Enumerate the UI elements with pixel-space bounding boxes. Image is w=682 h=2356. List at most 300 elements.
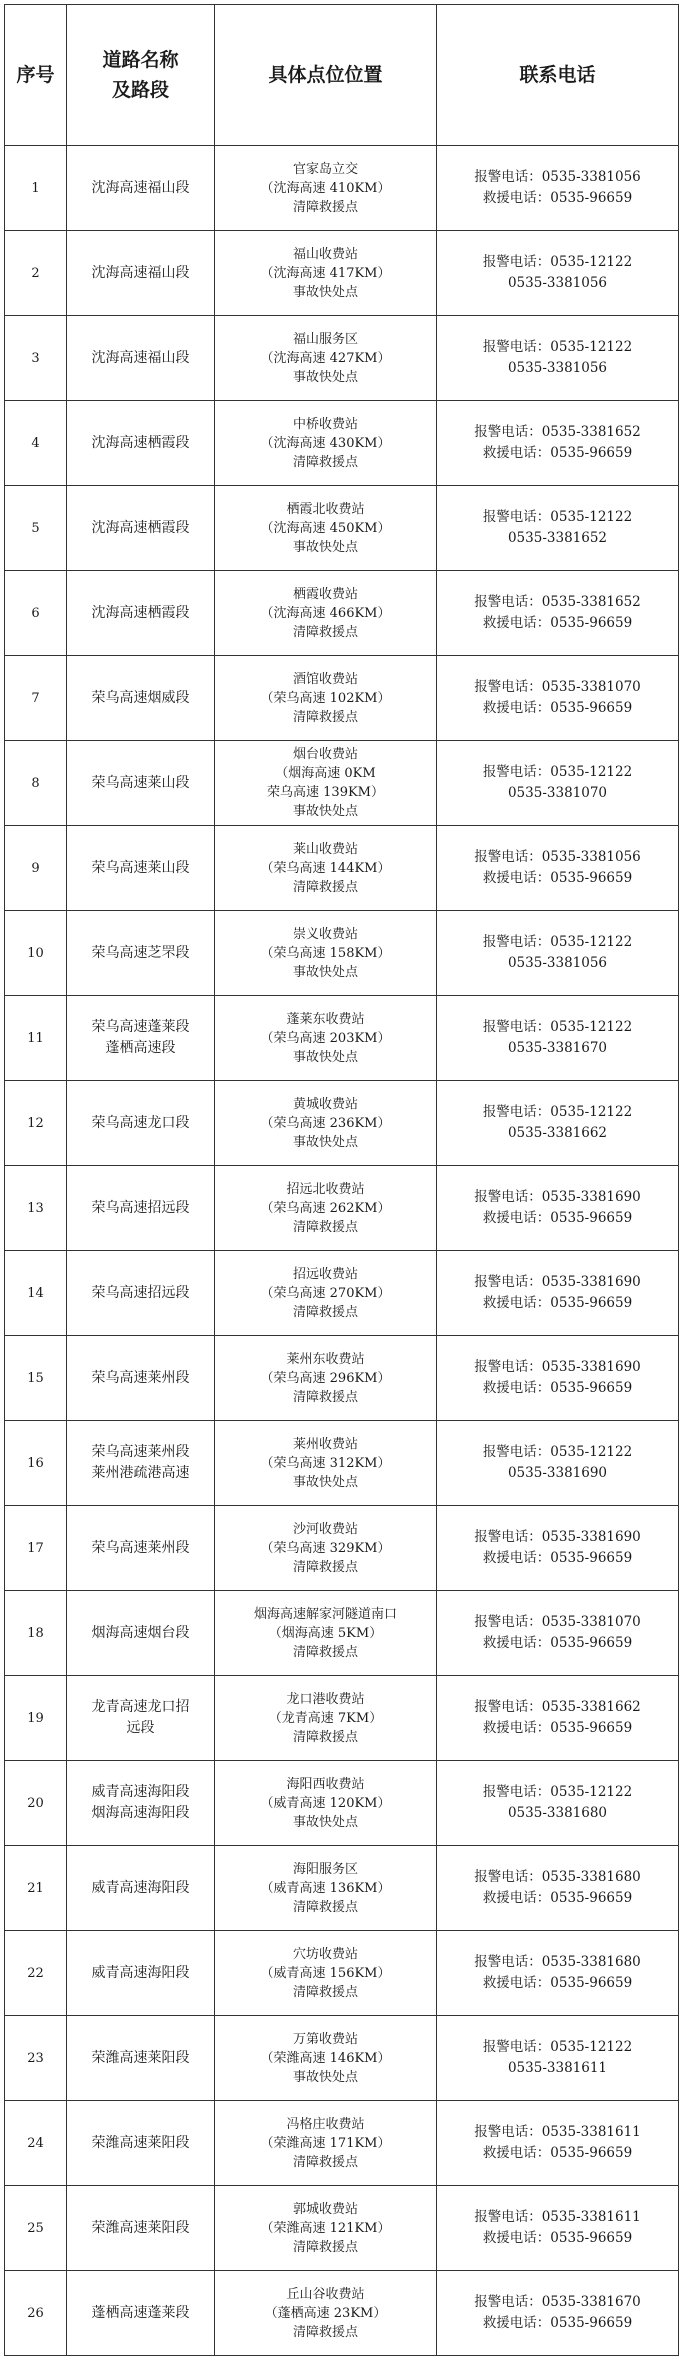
location-line: 穴坊收费站 [292,1946,358,1962]
row-number: 19 [5,1676,67,1761]
row-number: 10 [5,911,67,996]
phone-line: 报警电话：0535-3381611 [474,2209,641,2225]
table-row [5,401,679,486]
location-line: 清障救援点 [292,1729,358,1745]
phone-line: 救援电话：0535-96659 [482,2145,633,2161]
phone-line: 救援电话：0535-96659 [482,445,633,461]
location-line: 龙口港收费站 [286,1691,365,1707]
table-row [5,1251,679,1336]
table-row [5,826,679,911]
location-line: 事故快处点 [292,1049,358,1065]
location-line: 清障救援点 [292,2154,358,2170]
phone-cell [437,741,679,826]
location-line: 事故快处点 [292,2069,358,2085]
location-line: 海阳西收费站 [286,1776,365,1792]
road-name-line: 荣乌高速莱山段 [91,859,190,876]
location-line: 清障救援点 [292,1389,358,1405]
phone-line: 报警电话：0535-12122 [482,1104,633,1120]
road-name-cell [67,571,215,656]
location-line: （烟海高速 0KM [275,766,376,781]
phone-cell [437,826,679,911]
header-no: 序号 [5,5,67,146]
location-line: 郭城收费站 [292,2201,358,2217]
phone-cell [437,316,679,401]
road-name-line: 荣乌高速莱山段 [91,774,190,791]
row-number: 5 [5,486,67,571]
location-cell [215,2016,437,2101]
phone-line: 报警电话：0535-3381680 [474,1869,641,1885]
road-name-cell [67,2016,215,2101]
road-name-line: 沈海高速栖霞段 [91,519,190,536]
table-row [5,741,679,826]
road-name-cell [67,1676,215,1761]
row-number: 15 [5,1336,67,1421]
road-name-cell [67,146,215,231]
road-name-line: 荣乌高速招远段 [91,1284,190,1301]
location-line: （荣乌高速 203KM） [260,1030,391,1046]
header-phone: 联系电话 [437,5,679,146]
road-name-line: 沈海高速栖霞段 [91,434,190,451]
table-row [5,911,679,996]
road-name-line: 蓬栖高速蓬莱段 [91,2304,190,2321]
road-name-cell [67,741,215,826]
phone-cell [437,1676,679,1761]
location-line: 酒馆收费站 [292,671,358,687]
location-line: 冯格庄收费站 [286,2116,365,2132]
phone-cell [437,2271,679,2356]
phone-cell [437,1506,679,1591]
phone-cell [437,1931,679,2016]
location-line: （沈海高速 430KM） [260,435,391,451]
row-number: 21 [5,1846,67,1931]
location-cell [215,486,437,571]
location-line: 丘山谷收费站 [286,2286,365,2302]
phone-line: 救援电话：0535-96659 [482,2230,633,2246]
location-line: 清障救援点 [292,2239,358,2255]
road-name-line: 荣乌高速莱州段 [91,1444,190,1460]
location-line: 清障救援点 [292,199,358,215]
location-line: 事故快处点 [292,964,358,980]
phone-line: 报警电话：0535-3381690 [474,1529,641,1545]
road-name-line: 沈海高速福山段 [91,264,190,281]
road-name-cell [67,2186,215,2271]
header-road-line1: 道路名称 [102,49,179,71]
phone-line: 0535-3381680 [507,1805,608,1821]
table-row [5,231,679,316]
location-cell [215,1931,437,2016]
location-line: （荣乌高速 236KM） [260,1115,391,1131]
location-cell [215,1676,437,1761]
phone-cell [437,1591,679,1676]
phone-line: 0535-3381056 [507,360,608,376]
location-line: 黄城收费站 [292,1096,358,1112]
location-line: 清障救援点 [292,1219,358,1235]
phone-line: 0535-3381652 [507,530,608,546]
row-number: 14 [5,1251,67,1336]
location-line: 事故快处点 [292,539,358,555]
phone-line: 救援电话：0535-96659 [482,2315,633,2331]
road-name-cell [67,1421,215,1506]
road-name-line: 蓬栖高速段 [105,1040,176,1056]
phone-cell [437,231,679,316]
phone-line: 0535-3381056 [507,955,608,971]
location-line: 海阳服务区 [292,1861,358,1877]
location-line: 清障救援点 [292,1899,358,1915]
location-line: 蓬莱东收费站 [286,1011,365,1027]
road-name-line: 荣乌高速招远段 [91,1199,190,1216]
location-line: （沈海高速 450KM） [260,520,391,536]
table-row [5,1506,679,1591]
road-name-line: 荣乌高速蓬莱段 [91,1019,190,1035]
phone-line: 0535-3381690 [507,1465,608,1481]
location-cell [215,1506,437,1591]
phone-line: 报警电话：0535-3381690 [474,1189,641,1205]
location-line: 福山服务区 [292,331,358,347]
phone-line: 报警电话：0535-12122 [482,2039,633,2055]
location-line: 清障救援点 [292,2324,358,2340]
location-line: （荣乌高速 329KM） [260,1540,391,1556]
table-row [5,1336,679,1421]
location-line: （烟海高速 5KM） [268,1625,383,1641]
road-name-cell [67,231,215,316]
road-name-cell [67,1761,215,1846]
road-name-cell [67,316,215,401]
location-cell [215,231,437,316]
table-row [5,1676,679,1761]
table-row [5,2016,679,2101]
road-name-cell [67,911,215,996]
phone-line: 报警电话：0535-12122 [482,934,633,950]
road-name-cell [67,1591,215,1676]
location-cell [215,316,437,401]
location-cell [215,571,437,656]
row-number: 7 [5,656,67,741]
row-number: 17 [5,1506,67,1591]
road-name-line: 荣乌高速龙口段 [91,1114,190,1131]
phone-line: 报警电话：0535-3381056 [474,849,641,865]
location-line: 沙河收费站 [292,1521,358,1537]
location-line: 招远北收费站 [286,1181,365,1197]
row-number: 8 [5,741,67,826]
road-name-line: 荣潍高速莱阳段 [91,2049,190,2066]
road-name-cell [67,1081,215,1166]
phone-cell [437,656,679,741]
location-line: 官家岛立交 [292,161,358,177]
phone-cell [437,2101,679,2186]
location-cell [215,911,437,996]
phone-line: 救援电话：0535-96659 [482,1550,633,1566]
location-line: （荣乌高速 158KM） [260,945,391,961]
phone-line: 报警电话：0535-3381070 [474,1614,641,1630]
location-cell [215,1591,437,1676]
location-cell [215,1761,437,1846]
phone-line: 报警电话：0535-3381611 [474,2124,641,2140]
location-line: 事故快处点 [292,804,358,819]
rescue-points-table [4,4,679,2356]
phone-line: 报警电话：0535-12122 [482,764,633,780]
header-road [67,5,215,146]
location-cell [215,996,437,1081]
row-number: 24 [5,2101,67,2186]
phone-line: 报警电话：0535-3381690 [474,1359,641,1375]
phone-line: 救援电话：0535-96659 [482,1295,633,1311]
phone-line: 报警电话：0535-12122 [482,1784,633,1800]
location-line: 荣乌高速 139KM） [267,785,384,800]
row-number: 12 [5,1081,67,1166]
phone-line: 救援电话：0535-96659 [482,615,633,631]
phone-line: 报警电话：0535-12122 [482,254,633,270]
row-number: 22 [5,1931,67,2016]
location-cell [215,1421,437,1506]
road-name-line: 威青高速海阳段 [91,1879,190,1896]
location-line: （威青高速 120KM） [260,1795,391,1811]
row-number: 11 [5,996,67,1081]
road-name-line: 沈海高速栖霞段 [91,604,190,621]
location-cell [215,2271,437,2356]
table-row [5,146,679,231]
row-number: 16 [5,1421,67,1506]
location-line: 栖霞收费站 [292,586,358,602]
phone-line: 报警电话：0535-12122 [482,509,633,525]
phone-cell [437,146,679,231]
location-cell [215,1081,437,1166]
phone-line: 救援电话：0535-96659 [482,700,633,716]
phone-line: 报警电话：0535-12122 [482,339,633,355]
location-line: （龙青高速 7KM） [268,1710,383,1726]
location-line: （荣乌高速 102KM） [260,690,391,706]
table-row [5,1846,679,1931]
phone-line: 报警电话：0535-3381056 [474,169,641,185]
phone-cell [437,911,679,996]
road-name-line: 荣乌高速芝罘段 [91,944,190,961]
phone-cell [437,1336,679,1421]
table-row [5,1931,679,2016]
road-name-line: 荣乌高速莱州段 [91,1539,190,1556]
location-line: （沈海高速 427KM） [260,350,391,366]
table-row [5,2271,679,2356]
road-name-line: 威青高速海阳段 [91,1964,190,1981]
phone-line: 报警电话：0535-3381690 [474,1274,641,1290]
location-cell [215,1336,437,1421]
location-line: （荣乌高速 270KM） [260,1285,391,1301]
road-name-cell [67,1251,215,1336]
road-name-line: 荣潍高速莱阳段 [91,2219,190,2236]
row-number: 6 [5,571,67,656]
row-number: 23 [5,2016,67,2101]
location-line: 栖霞北收费站 [286,501,365,517]
phone-line: 报警电话：0535-3381670 [474,2294,641,2310]
road-name-cell [67,2271,215,2356]
road-name-line: 烟海高速海阳段 [91,1805,190,1821]
phone-line: 救援电话：0535-96659 [482,1975,633,1991]
road-name-cell [67,1846,215,1931]
table-header-row [5,5,679,146]
row-number: 4 [5,401,67,486]
phone-cell [437,401,679,486]
header-road-line2: 及路段 [111,79,169,101]
road-name-line: 荣乌高速烟威段 [91,689,190,706]
row-number: 3 [5,316,67,401]
location-line: 烟海高速解家河隧道南口 [253,1606,397,1622]
phone-cell [437,2186,679,2271]
table-body [5,146,679,2356]
phone-line: 报警电话：0535-3381680 [474,1954,641,1970]
location-line: （沈海高速 410KM） [260,180,391,196]
location-line: （威青高速 156KM） [260,1965,391,1981]
location-line: （荣潍高速 171KM） [260,2135,391,2151]
road-name-cell [67,826,215,911]
location-line: 中桥收费站 [292,416,358,432]
row-number: 18 [5,1591,67,1676]
table-row [5,1081,679,1166]
road-name-cell [67,486,215,571]
phone-cell [437,1251,679,1336]
location-line: 清障救援点 [292,624,358,640]
table-row [5,2101,679,2186]
location-line: （荣乌高速 144KM） [260,860,391,876]
phone-cell [437,1081,679,1166]
road-name-line: 威青高速海阳段 [91,1784,190,1800]
location-line: 事故快处点 [292,369,358,385]
phone-line: 0535-3381056 [507,275,608,291]
location-line: 福山收费站 [292,246,358,262]
table-row [5,486,679,571]
row-number: 1 [5,146,67,231]
location-line: （沈海高速 417KM） [260,265,391,281]
road-name-cell [67,1166,215,1251]
location-line: 清障救援点 [292,1644,358,1660]
location-cell [215,1251,437,1336]
phone-line: 0535-3381070 [507,785,608,801]
road-name-line: 龙青高速龙口招 [91,1699,190,1715]
phone-cell [437,1421,679,1506]
location-cell [215,1846,437,1931]
location-line: 清障救援点 [292,879,358,895]
location-line: 莱州收费站 [292,1436,358,1452]
phone-cell [437,1166,679,1251]
location-cell [215,741,437,826]
road-name-line: 荣潍高速莱阳段 [91,2134,190,2151]
location-line: （荣乌高速 296KM） [260,1370,391,1386]
location-cell [215,401,437,486]
phone-line: 救援电话：0535-96659 [482,1210,633,1226]
location-line: 事故快处点 [292,1814,358,1830]
location-line: （威青高速 136KM） [260,1880,391,1896]
location-line: 崇义收费站 [292,926,358,942]
road-name-cell [67,1336,215,1421]
road-name-line: 莱州港疏港高速 [91,1465,190,1481]
road-name-line: 远段 [126,1720,155,1736]
location-line: 事故快处点 [292,284,358,300]
location-cell [215,1166,437,1251]
phone-cell [437,486,679,571]
road-name-cell [67,656,215,741]
location-line: 清障救援点 [292,1559,358,1575]
phone-line: 报警电话：0535-3381070 [474,679,641,695]
phone-line: 救援电话：0535-96659 [482,1890,633,1906]
phone-line: 0535-3381670 [507,1040,608,1056]
road-name-line: 烟海高速烟台段 [91,1624,190,1641]
location-line: （荣潍高速 146KM） [260,2050,391,2066]
location-line: 清障救援点 [292,1984,358,2000]
phone-line: 救援电话：0535-96659 [482,1720,633,1736]
location-line: （蓬栖高速 23KM） [264,2305,387,2321]
phone-line: 救援电话：0535-96659 [482,190,633,206]
table-row [5,656,679,741]
phone-line: 救援电话：0535-96659 [482,870,633,886]
phone-cell [437,571,679,656]
road-name-line: 沈海高速福山段 [91,179,190,196]
road-name-cell [67,2101,215,2186]
phone-line: 救援电话：0535-96659 [482,1635,633,1651]
road-name-cell [67,996,215,1081]
phone-cell [437,996,679,1081]
location-cell [215,2186,437,2271]
location-cell [215,656,437,741]
location-cell [215,826,437,911]
road-name-cell [67,1931,215,2016]
phone-line: 报警电话：0535-12122 [482,1444,633,1460]
header-location: 具体点位位置 [215,5,437,146]
phone-cell [437,1761,679,1846]
location-line: 莱山收费站 [292,841,358,857]
row-number: 25 [5,2186,67,2271]
road-name-cell [67,1506,215,1591]
phone-line: 0535-3381611 [507,2060,608,2076]
table-row [5,571,679,656]
location-cell [215,146,437,231]
table-row [5,2186,679,2271]
table-row [5,996,679,1081]
road-name-cell [67,401,215,486]
road-name-line: 沈海高速福山段 [91,349,190,366]
table-row [5,1761,679,1846]
location-line: （荣乌高速 312KM） [260,1455,391,1471]
row-number: 20 [5,1761,67,1846]
location-line: 事故快处点 [292,1134,358,1150]
row-number: 26 [5,2271,67,2356]
road-name-line: 荣乌高速莱州段 [91,1369,190,1386]
location-line: 莱州东收费站 [286,1351,365,1367]
row-number: 13 [5,1166,67,1251]
location-line: 招远收费站 [292,1266,358,1282]
location-line: 烟台收费站 [292,747,358,762]
phone-line: 救援电话：0535-96659 [482,1380,633,1396]
location-line: （沈海高速 466KM） [260,605,391,621]
phone-cell [437,2016,679,2101]
table-row [5,316,679,401]
table-row [5,1421,679,1506]
location-line: 清障救援点 [292,454,358,470]
row-number: 9 [5,826,67,911]
location-line: 万第收费站 [292,2031,358,2047]
phone-cell [437,1846,679,1931]
location-line: 事故快处点 [292,1474,358,1490]
location-line: （荣潍高速 121KM） [260,2220,391,2236]
location-line: （荣乌高速 262KM） [260,1200,391,1216]
phone-line: 报警电话：0535-3381652 [474,594,641,610]
location-line: 清障救援点 [292,709,358,725]
table-row [5,1591,679,1676]
phone-line: 报警电话：0535-3381662 [474,1699,641,1715]
table-row [5,1166,679,1251]
phone-line: 报警电话：0535-12122 [482,1019,633,1035]
location-cell [215,2101,437,2186]
location-line: 清障救援点 [292,1304,358,1320]
phone-line: 0535-3381662 [507,1125,608,1141]
phone-line: 报警电话：0535-3381652 [474,424,641,440]
row-number: 2 [5,231,67,316]
